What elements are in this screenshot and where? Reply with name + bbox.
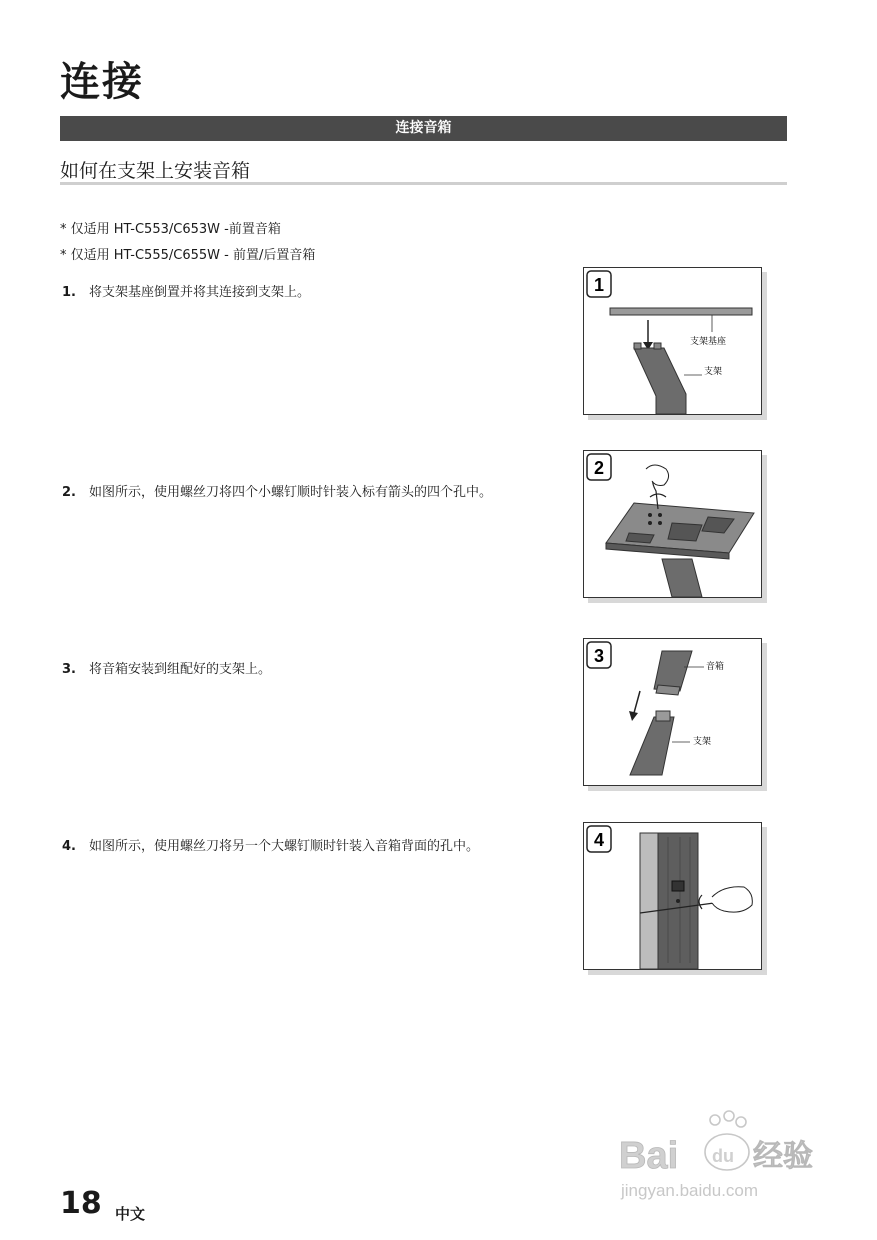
figure-3-label-speaker: 音箱 [706, 662, 725, 672]
down-arrow-head-icon [629, 711, 638, 721]
figure-1-label-stand: 支架 [704, 367, 723, 377]
baidu-watermark [615, 1108, 830, 1208]
stand-post [630, 717, 674, 775]
step-1 [62, 281, 552, 305]
figure-1-label-base: 支架基座 [690, 337, 727, 347]
rotate-clockwise-icon [699, 895, 702, 909]
step-4 [62, 835, 552, 859]
figure-4 [583, 822, 762, 970]
figure-1 [583, 267, 762, 415]
step-3-text: 将音箱安装到组配好的支架上。 [89, 662, 272, 677]
stand-post [662, 559, 702, 597]
step-4-text: 如图所示，使用螺丝刀将另一个大螺钉顺时针装入音箱背面的孔中。 [89, 839, 480, 854]
section-header-bar: 连接音箱 [60, 116, 787, 141]
step-3-number: 3. [62, 662, 76, 677]
figure-1-badge: 1 [593, 275, 605, 295]
down-arrow-icon [634, 691, 640, 713]
paw-toe-icon [710, 1115, 720, 1125]
speaker-side [640, 833, 658, 969]
chapter-title: 连接 [60, 59, 144, 105]
sub-title-rule [60, 182, 787, 185]
sub-title: 如何在支架上安装音箱 [60, 160, 251, 182]
step-2-number: 2. [62, 485, 76, 500]
step-1-text: 将支架基座倒置并将其连接到支架上。 [89, 285, 311, 300]
rotate-clockwise-icon [650, 494, 666, 497]
figure-3-label-stand: 支架 [693, 737, 712, 747]
figure-4-badge: 4 [593, 830, 605, 850]
step-2-text: 如图所示，使用螺丝刀将四个小螺钉顺时针装入标有箭头的四个孔中。 [89, 485, 493, 500]
watermark-paw-text: du [712, 1146, 734, 1166]
figure-2 [583, 450, 762, 598]
figure-2-badge: 2 [593, 458, 605, 478]
stand-base-plate [610, 308, 752, 315]
watermark-url: jingyan.baidu.com [621, 1181, 759, 1200]
note-1: * 仅适用 HT-C553/C653W -前置音箱 [60, 222, 281, 237]
step-1-number: 1. [62, 285, 76, 300]
step-4-number: 4. [62, 839, 76, 854]
figure-3 [583, 638, 762, 786]
step-2 [62, 481, 552, 505]
note-2: * 仅适用 HT-C555/C655W - 前置/后置音箱 [60, 248, 316, 263]
figure-3-badge: 3 [593, 646, 605, 666]
page-number: 18 [60, 1186, 102, 1221]
watermark-brand: Bai [619, 1135, 679, 1177]
step-3 [62, 658, 552, 682]
hand-icon [712, 887, 752, 912]
watermark-brand-suffix: 经验 [753, 1139, 813, 1174]
stand-post [634, 348, 686, 414]
page-language: 中文 [115, 1205, 146, 1223]
